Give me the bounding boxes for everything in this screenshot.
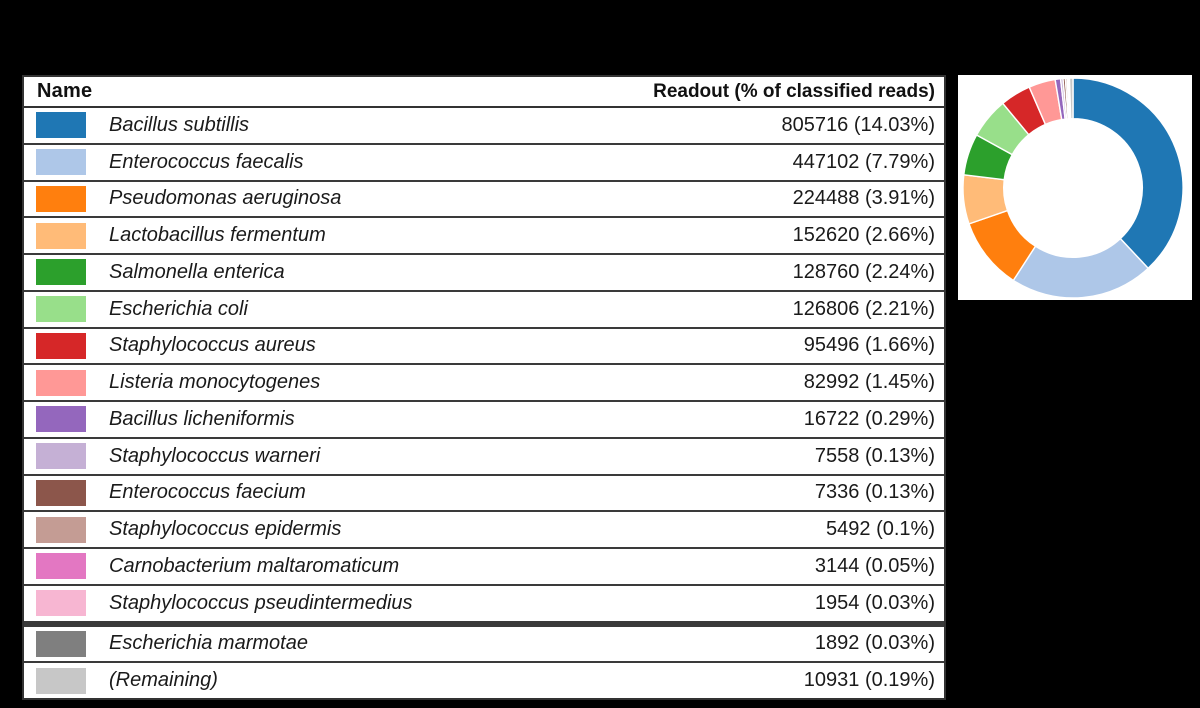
species-name: Enterococcus faecalis (109, 150, 304, 173)
table-row (24, 400, 944, 437)
readout-value: 1954 (0.03%) (814, 591, 935, 614)
species-name: Salmonella enterica (109, 260, 285, 283)
color-swatch (36, 590, 86, 616)
color-swatch (36, 553, 86, 579)
table-row (24, 108, 944, 143)
species-name: Carnobacterium maltaromaticum (109, 554, 400, 577)
color-swatch (36, 112, 86, 138)
color-swatch (36, 333, 86, 359)
table-header-row (24, 77, 944, 108)
table-row (24, 437, 944, 474)
table-row (24, 290, 944, 327)
color-swatch (36, 223, 86, 249)
table-row (24, 547, 944, 584)
table-row (24, 180, 944, 217)
donut-segment-remaining (1069, 78, 1073, 119)
table-row (24, 474, 944, 511)
species-name: Bacillus licheniformis (109, 407, 295, 430)
readout-value: 7336 (0.13%) (814, 481, 935, 504)
donut-segment-bacillus-subtillis (1073, 78, 1183, 268)
species-name: (Remaining) (109, 669, 218, 692)
table-row (24, 621, 944, 662)
column-header-readout: Readout (% of classified reads) (653, 80, 935, 102)
table-row (24, 216, 944, 253)
table-row (24, 253, 944, 290)
color-swatch (36, 443, 86, 469)
species-name: Escherichia coli (109, 297, 248, 320)
color-swatch (36, 296, 86, 322)
color-swatch (36, 517, 86, 543)
species-name: Lactobacillus fermentum (109, 224, 326, 247)
readout-value: 805716 (14.03%) (781, 113, 935, 136)
color-swatch (36, 480, 86, 506)
color-swatch (36, 186, 86, 212)
readout-value: 447102 (7.79%) (792, 150, 935, 173)
table-row (24, 327, 944, 364)
readout-value: 10931 (0.19%) (803, 669, 935, 692)
readout-value: 16722 (0.29%) (803, 407, 935, 430)
species-name: Bacillus subtillis (109, 113, 250, 136)
table-row (24, 363, 944, 400)
species-name: Escherichia marmotae (109, 632, 308, 655)
readout-value: 224488 (3.91%) (792, 187, 935, 210)
species-name: Staphylococcus epidermis (109, 518, 342, 541)
readout-value: 82992 (1.45%) (803, 371, 935, 394)
donut-chart-svg (958, 75, 1192, 300)
column-header-name: Name (37, 80, 93, 102)
readout-value: 95496 (1.66%) (803, 334, 935, 357)
color-swatch (36, 259, 86, 285)
color-swatch (36, 149, 86, 175)
readout-value: 152620 (2.66%) (792, 224, 935, 247)
color-swatch (36, 370, 86, 396)
species-name: Staphylococcus warneri (109, 444, 321, 467)
species-name: Listeria monocytogenes (109, 371, 321, 394)
table-row (24, 584, 944, 621)
color-swatch (36, 406, 86, 432)
donut-chart-panel (958, 75, 1192, 300)
readout-value: 7558 (0.13%) (814, 444, 935, 467)
readout-value: 1892 (0.03%) (814, 632, 935, 655)
color-swatch (36, 631, 86, 657)
readout-value: 3144 (0.05%) (814, 554, 935, 577)
color-swatch (36, 668, 86, 694)
species-name: Enterococcus faecium (109, 481, 306, 504)
table-row (24, 143, 944, 180)
table-row (24, 661, 944, 698)
table-row (24, 510, 944, 547)
species-name: Staphylococcus pseudintermedius (109, 591, 413, 614)
species-name: Pseudomonas aeruginosa (109, 187, 342, 210)
classification-table (22, 75, 946, 700)
readout-value: 128760 (2.24%) (792, 260, 935, 283)
readout-value: 126806 (2.21%) (792, 297, 935, 320)
readout-value: 5492 (0.1%) (826, 518, 935, 541)
species-name: Staphylococcus aureus (109, 334, 316, 357)
